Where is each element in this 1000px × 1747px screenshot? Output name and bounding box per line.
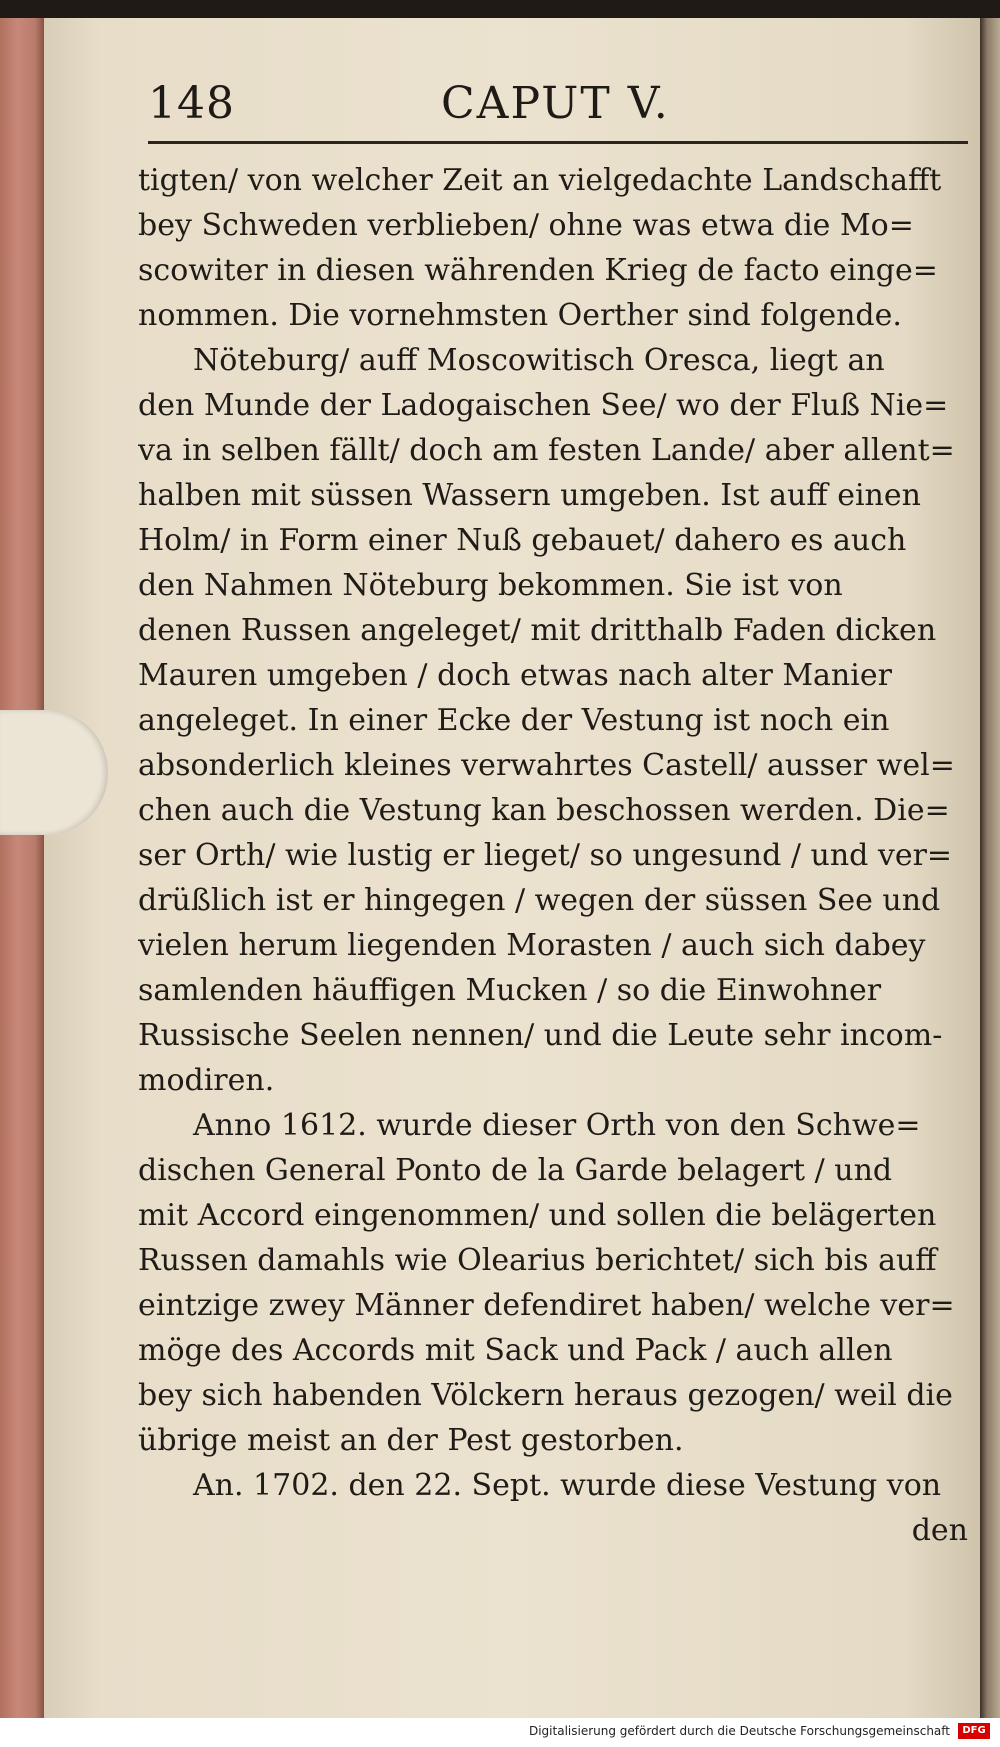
text-line: den Nahmen Nöteburg bekommen. Sie ist von [138, 568, 843, 603]
scanner-background [0, 0, 1000, 18]
text-line: absonderlich kleines verwahrtes Castell/ ausser wel= [138, 748, 955, 783]
text-line: ser Orth/ wie lustig er lieget/ so ungesund / und ver= [138, 838, 953, 873]
dfg-logo-icon: DFG [958, 1723, 990, 1739]
page-number: 148 [148, 78, 235, 129]
running-title: CAPUT V. [441, 78, 670, 129]
text-line: halben mit süssen Wassern umgeben. Ist auff einen [138, 478, 921, 513]
text-line: samlenden häuffigen Mucken / so die Einwohner [138, 973, 882, 1008]
body-text [138, 158, 968, 1553]
text-line: Nöteburg/ auff Moscowitisch Oresca, liegt an [193, 343, 885, 378]
text-line: mit Accord eingenommen/ und sollen die belägerten [138, 1198, 937, 1233]
text-line: An. 1702. den 22. Sept. wurde diese Vestung von [193, 1468, 942, 1503]
book-page-edges [0, 18, 44, 1718]
text-line: Mauren umgeben / doch etwas nach alter Manier [138, 658, 892, 693]
text-line: Holm/ in Form einer Nuß gebauet/ dahero es auch [138, 523, 907, 558]
text-line: Russische Seelen nennen/ und die Leute sehr incom- [138, 1018, 943, 1053]
text-line: den Munde der Ladogaischen See/ wo der Fluß Nie= [138, 388, 949, 423]
header-rule [148, 141, 968, 144]
text-line: bey Schweden verblieben/ ohne was etwa die Mo= [138, 208, 914, 243]
text-line: Russen damahls wie Olearius berichtet/ sich bis auff [138, 1243, 937, 1278]
text-line: Anno 1612. wurde dieser Orth von den Schwe= [193, 1108, 921, 1143]
text-line: denen Russen angeleget/ mit dritthalb Faden dicken [138, 613, 937, 648]
text-line: chen auch die Vestung kan beschossen werden. Die= [138, 793, 950, 828]
text-line: angeleget. In einer Ecke der Vestung ist noch ein [138, 703, 890, 738]
text-line: übrige meist an der Pest gestorben. [138, 1423, 684, 1458]
page-header [148, 78, 948, 138]
footer-bar [0, 1718, 1000, 1747]
text-line: va in selben fällt/ doch am festen Lande/ aber allent= [138, 433, 955, 468]
text-line: modiren. [138, 1063, 275, 1098]
text-line: bey sich habenden Völckern heraus gezogen/ weil die [138, 1378, 953, 1413]
text-line: vielen herum liegenden Morasten / auch sich dabey [138, 928, 926, 963]
text-line: nommen. Die vornehmsten Oerther sind folgende. [138, 298, 902, 333]
adjacent-page-edge [980, 18, 1000, 1718]
text-line: scowiter in diesen währenden Krieg de facto einge= [138, 253, 938, 288]
text-line: tigten/ von welcher Zeit an vielgedachte Landschafft [138, 163, 942, 198]
text-line: drüßlich ist er hingegen / wegen der süssen See und [138, 883, 941, 918]
text-line: möge des Accords mit Sack und Pack / auch allen [138, 1333, 893, 1368]
catchword: den [911, 1513, 968, 1548]
text-line: eintzige zwey Männer defendiret haben/ welche ver= [138, 1288, 955, 1323]
digitization-credit: Digitalisierung gefördert durch die Deutsche Forschungsgemeinschaft [528, 1724, 950, 1738]
text-line: dischen General Ponto de la Garde belagert / und [138, 1153, 893, 1188]
